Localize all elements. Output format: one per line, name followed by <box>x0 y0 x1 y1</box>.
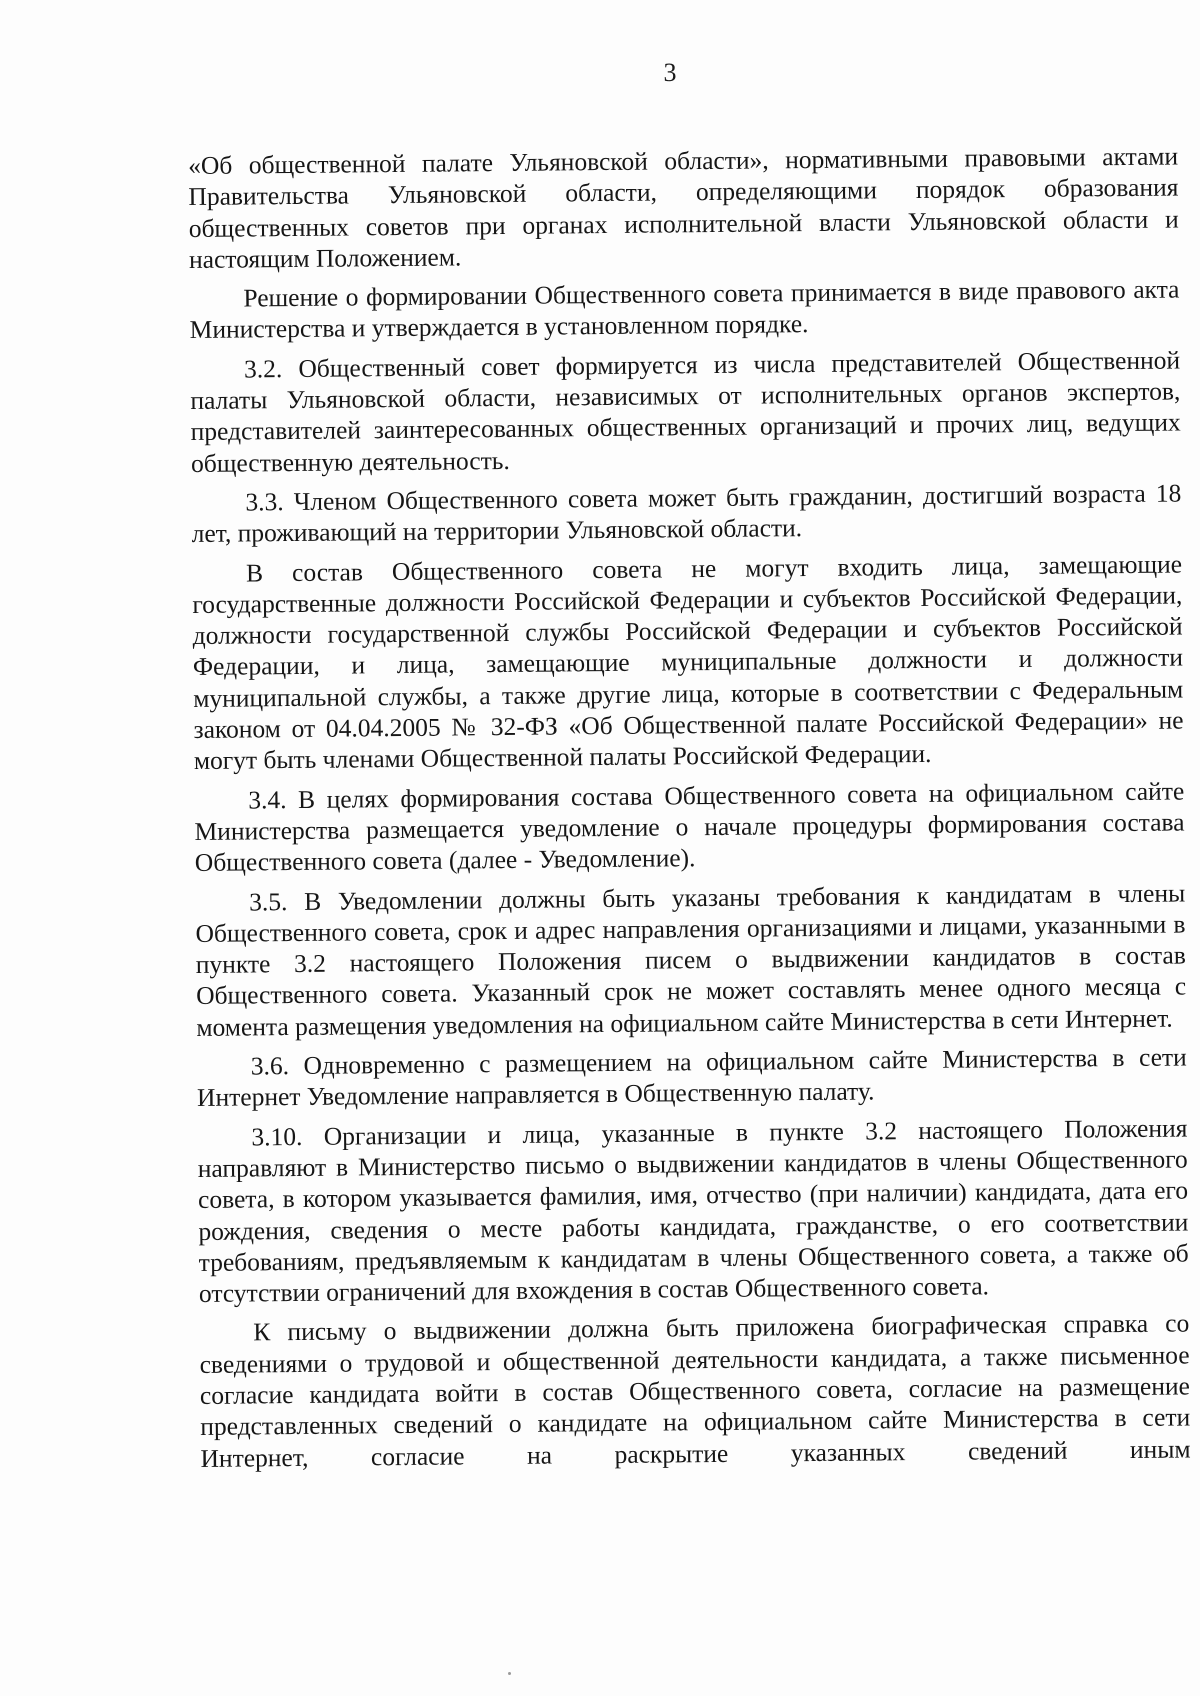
paragraph-attachments: К письму о выдвижении должна быть приложена биографическая справка со сведениями о трудовой и общественной деятельности кандидата, а также письменное согласие кандидата войти в состав Общественного совета, согласие на размещение представленных сведений о кандидате на официальном сайте Министерства в сети Интернет, согласие на раскрытие указанных сведений иным <box>199 1308 1191 1473</box>
document-body <box>188 140 1191 1481</box>
paragraph-3-5: 3.5. В Уведомлении должны быть указаны требования к кандидатам в члены Общественного совета, срок и адрес направления организациями и лицами, указанными в пункте 3.2 настоящего Положения писем о выдвижении кандидатов в состав Общественного совета. Указанный срок не может составлять менее одного месяца с момента размещения уведомления на официальном сайте Министерства в сети Интернет. <box>195 877 1187 1042</box>
paragraph-3-3: 3.3. Членом Общественного совета может быть гражданин, достигший возраста 18 лет, проживающий на территории Ульяновской области. <box>191 478 1182 549</box>
page-number: 3 <box>663 58 677 87</box>
paragraph-restrictions: В состав Общественного совета не могут входить лица, замещающие государственные должности Российской Федерации и субъектов Российской Федерации, должности государственной службы Российской Федерации и субъектов Российской Федерации, и лица, замещающие муниципальные должности и должности муниципальной службы, а также другие лица, которые в соответствии с Федеральным законом от 04.04.2005 № 32-ФЗ «Об Общественной палате Российской Федерации» не могут быть членами Общественной палаты Российской Федерации. <box>192 549 1184 776</box>
paragraph-3-6: 3.6. Одновременно с размещением на официальном сайте Министерства в сети Интернет Уведомление направляется в Общественную палату. <box>196 1042 1187 1113</box>
paragraph-3-10: 3.10. Организации и лица, указанные в пункте 3.2 настоящего Положения направляют в Министерство письмо о выдвижении кандидатов в члены Общественного совета, в котором указывается фамилия, имя, отчество (при наличии) кандидата, дата его рождения, сведения о месте работы кандидата, гражданстве, о его соответствии требованиям, предъявляемым к кандидатам в члены Общественного совета, а также об отсутствии ограничений для вхождения в состав Общественного совета. <box>197 1113 1189 1309</box>
paragraph-3-4: 3.4. В целях формирования состава Общественного совета на официальном сайте Министерства размещается уведомление о начале процедуры формирования состава Общественного совета (далее - Уведомление). <box>194 776 1185 878</box>
scan-speck <box>508 1672 511 1675</box>
paragraph-2: Решение о формировании Общественного совета принимается в виде правового акта Министерства и утверждается в установленном порядке. <box>189 274 1180 345</box>
paragraph-3-2: 3.2. Общественный совет формируется из числа представителей Общественной палаты Ульяновской области, независимых от исполнительных органов экспертов, представителей заинтересованных общественных организаций и прочих лиц, ведущих общественную деятельность. <box>190 345 1181 478</box>
paragraph-1: «Об общественной палате Ульяновской области», нормативными правовыми актами Правительства Ульяновской области, определяющими порядок образования общественных советов при органах исполнительной власти Ульяновской области и настоящим Положением. <box>188 141 1179 274</box>
